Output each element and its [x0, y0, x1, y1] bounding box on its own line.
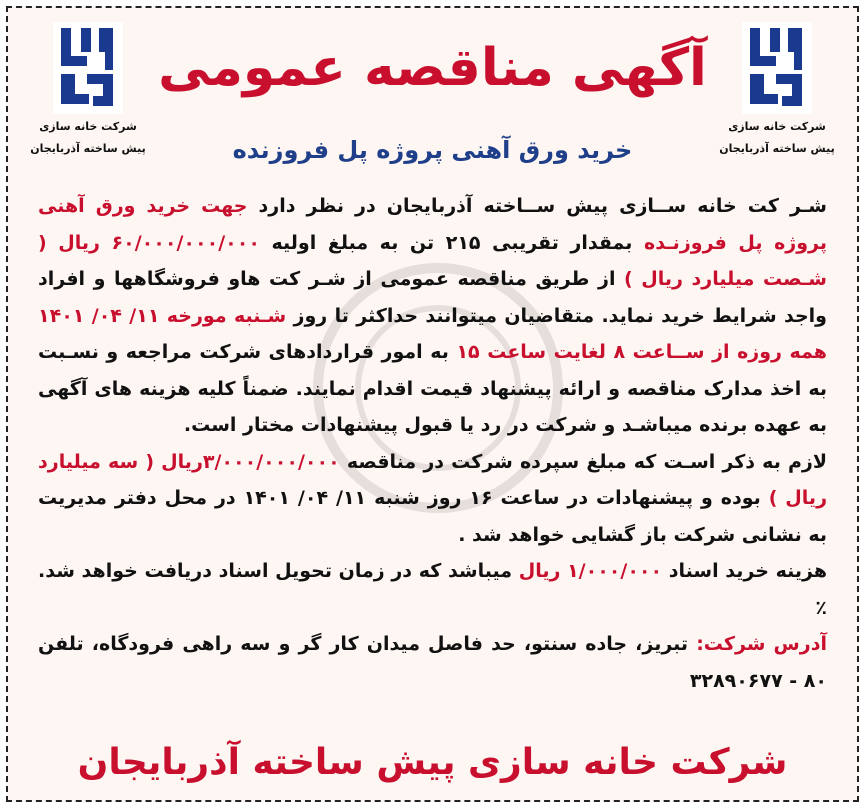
project-highlight: جهت خرید ورق آهنی پروژه پل فروزنـده [38, 195, 828, 254]
company-logo-icon [742, 22, 812, 114]
notice-subtitle: خرید ورق آهنی پروژه پل فروزنده [232, 136, 633, 164]
document-fee-highlight: ۱/۰۰۰/۰۰۰ ریال [518, 560, 663, 582]
logo-caption-line2: پیش ساخته آذربایجان [719, 142, 835, 155]
company-footer-name: شرکت خانه سازی پیش ساخته آذربایجان [77, 742, 788, 783]
deadline-highlight: شـنبه مورخه ۱۱/ ۰۴/ ۱۴۰۱ همه روزه از ســاعت ۸ لغایت ساعت ۱۵ [38, 304, 827, 363]
company-logo-right [707, 22, 847, 160]
body-text-segment: هزینه خرید اسناد [662, 560, 827, 582]
body-text-segment: شـر کت خانه ســازی پیش ســاخته آذربایجان در نظر دارد [247, 195, 827, 217]
body-text-segment: از طریق مناقصه عمومی از شـر کت هاو فروشگاهها و افراد واجد شرایط خرید نماید. متقاضیان میتوانند حداکثر تا روز [38, 268, 827, 327]
notice-page [6, 6, 859, 802]
notice-body [38, 188, 827, 699]
address-label: آدرس شرکت: [696, 633, 827, 655]
body-paragraph-main [38, 188, 827, 444]
company-logo-left [18, 22, 158, 160]
body-text-segment: به امور قراردادهای شرکت مراجعه و نسـبت به اخذ مدارک مناقصه و ارائه پیشنهاد قیمت اقدام نمایند. ضمناً کلیه هزینه های آگهی به عهده برنده میباشـد و شرکت در رد یا قبول پیشنهادات مختار است. [38, 341, 827, 436]
body-text-segment: بمقدار تقریبی ۲۱۵ تن به مبلغ اولیه [259, 231, 644, 254]
logo-caption-line1: شرکت خانه سازی [39, 120, 137, 133]
body-paragraph-fee [38, 553, 827, 626]
address-text: تبریز، جاده سنتو، حد فاصل میدان کار گر و سه راهی فرودگاه، تلفن ۸۰ - ۳۲۸۹۰۶۷۷ [38, 633, 827, 692]
deposit-amount-highlight: ۳/۰۰۰/۰۰۰/۰۰۰ریال ( سه میلیارد ریال ) [38, 450, 828, 509]
body-text-segment: بوده و پیشنهادات در ساعت ۱۶ روز شنبه ۱۱/ ۰۴/ ۱۴۰۱ در محل دفتر مدیریت به نشانی شرکت باز گشایی خواهد شد . [38, 487, 827, 546]
body-paragraph-address [38, 626, 827, 699]
logo-caption-line2: پیش ساخته آذربایجان [30, 142, 146, 155]
company-logo-icon [53, 22, 123, 114]
logo-caption-line1: شرکت خانه سازی [728, 120, 826, 133]
body-text-segment: میباشد که در زمان تحویل اسناد دریافت خواهد شد. ٪ [38, 560, 827, 619]
body-paragraph-deposit [38, 444, 827, 554]
notice-title: آگهی مناقصه عمومی [158, 38, 707, 98]
initial-amount-highlight: ۶۰/۰۰۰/۰۰۰/۰۰۰ ریال ( شـصت میلیارد ریال ) [38, 231, 827, 290]
body-text-segment: لازم به ذکر اسـت که مبلغ سپرده شرکت در مناقصه [339, 450, 827, 473]
